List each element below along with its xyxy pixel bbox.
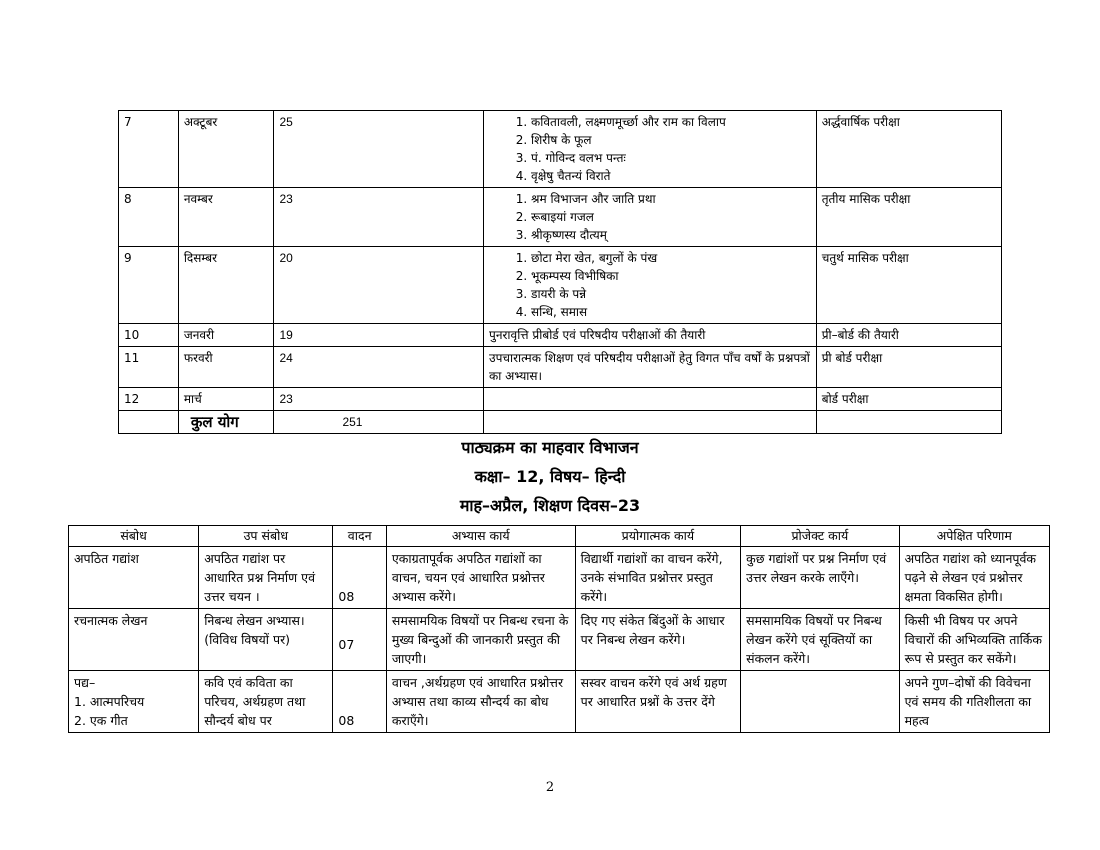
- table-row: [119, 247, 1002, 324]
- serial-number: 12: [119, 388, 179, 411]
- exam: प्री बोर्ड परीक्षा: [816, 347, 1001, 388]
- table-row: [69, 547, 1050, 609]
- serial-number: 9: [119, 247, 179, 324]
- list-item: 1. आत्मपरिचय: [74, 694, 145, 709]
- exam: अर्द्धवार्षिक परीक्षा: [816, 111, 1001, 188]
- exam: तृतीय मासिक परीक्षा: [816, 188, 1001, 247]
- list-item: 2. एक गीत: [74, 713, 128, 728]
- total-row: [119, 411, 1002, 434]
- table-row: [119, 347, 1002, 388]
- serial-number: 10: [119, 324, 179, 347]
- table-row: [69, 609, 1050, 671]
- exam: प्री–बोर्ड की तैयारी: [816, 324, 1001, 347]
- teaching-days: 25: [274, 111, 484, 188]
- total-label: कुल योग: [178, 411, 274, 434]
- list-item: 4. सन्धि, समास: [531, 303, 811, 321]
- list-item: 2. शिरीष के फूल: [531, 131, 811, 149]
- table-row: [69, 671, 1050, 733]
- teaching-days: 19: [274, 324, 484, 347]
- topic: अपठित गद्यांश: [69, 547, 199, 609]
- column-header-experimental: प्रयोगात्मक कार्य: [575, 526, 741, 547]
- teaching-days: 23: [274, 388, 484, 411]
- exam: बोर्ड परीक्षा: [816, 388, 1001, 411]
- table-row: [119, 111, 1002, 188]
- project-work: कुछ गद्यांशों पर प्रश्न निर्माण एवं उत्तर लेखन करके लाएँगे।: [741, 547, 899, 609]
- syllabus-list: [489, 113, 811, 185]
- class-subject-heading: कक्षा– 12, विषय– हिन्दी: [474, 467, 626, 486]
- periods: 08: [333, 671, 386, 733]
- list-item: 1. श्रम विभाजन और जाति प्रथा: [531, 190, 811, 208]
- list-item: 3. पं. गोविन्द वलभ पन्तः: [531, 149, 811, 167]
- month: अक्टूबर: [178, 111, 274, 188]
- empty-cell: [119, 411, 179, 434]
- table-row: [119, 388, 1002, 411]
- topic: रचनात्मक लेखन: [69, 609, 199, 671]
- serial-number: 7: [119, 111, 179, 188]
- month-days-heading: माह–अप्रैल, शिक्षण दिवस–23: [459, 496, 641, 515]
- table-row: [119, 188, 1002, 247]
- syllabus-list: [489, 190, 811, 244]
- expected-outcome: किसी भी विषय पर अपने विचारों की अभिव्यक्ति तार्किक रूप से प्रस्तुत कर सकेंगे।: [899, 609, 1049, 671]
- serial-number: 11: [119, 347, 179, 388]
- subtopic: अपठित गद्यांश पर आधारित प्रश्न निर्माण एवं उत्तर चयन ।: [199, 547, 333, 609]
- syllabus-content: [484, 247, 817, 324]
- list-item: 4. वृक्षेषु चैतन्यं विराते: [531, 167, 811, 185]
- subtopic: कवि एवं कविता का परिचय, अर्थग्रहण तथा सौन्दर्य बोध पर: [199, 671, 333, 733]
- syllabus-content: [484, 111, 817, 188]
- empty-cell: [816, 411, 1001, 434]
- experimental-work: सस्वर वाचन करेंगे एवं अर्थ ग्रहण पर आधारित प्रश्नों के उत्तर देंगे: [575, 671, 741, 733]
- column-header-subtopic: उप संबोध: [199, 526, 333, 547]
- topic: [69, 671, 199, 733]
- page-number: 2: [545, 780, 555, 795]
- syllabus-content: [484, 188, 817, 247]
- experimental-work: विद्यार्थी गद्यांशों का वाचन करेंगे, उनके संभावित प्रश्नोत्तर प्रस्तुत करेंगे।: [575, 547, 741, 609]
- syllabus-list: [489, 249, 811, 321]
- column-header-project: प्रोजेक्ट कार्य: [741, 526, 899, 547]
- list-item: 1. कवितावली, लक्ष्मणमूर्च्छा और राम का विलाप: [531, 113, 811, 131]
- list-item: 1. छोटा मेरा खेत, बगुलों के पंख: [531, 249, 811, 267]
- total-value: 251: [274, 411, 484, 434]
- month: फरवरी: [178, 347, 274, 388]
- month: दिसम्बर: [178, 247, 274, 324]
- exam: चतुर्थ मासिक परीक्षा: [816, 247, 1001, 324]
- header-row: [69, 526, 1050, 547]
- teaching-days: 23: [274, 188, 484, 247]
- syllabus-detail-table: [68, 525, 1050, 733]
- periods: 08: [333, 547, 386, 609]
- serial-number: 8: [119, 188, 179, 247]
- topic-title: पद्य–: [74, 675, 96, 690]
- column-header-periods: वादन: [333, 526, 386, 547]
- periods: 07: [333, 609, 386, 671]
- list-item: 2. रूबाइयां गजल: [531, 208, 811, 226]
- teaching-days: 20: [274, 247, 484, 324]
- section-title: पाठ्यक्रम का माहवार विभाजन: [461, 438, 639, 457]
- table-row: [119, 324, 1002, 347]
- project-work: [741, 671, 899, 733]
- syllabus-content: उपचारात्मक शिक्षण एवं परिषदीय परीक्षाओं हेतु विगत पाँच वर्षों के प्रश्नपत्रों का अभ्यास।: [484, 347, 817, 388]
- empty-cell: [484, 411, 817, 434]
- column-header-practice: अभ्यास कार्य: [386, 526, 575, 547]
- practice-work: एकाग्रतापूर्वक अपठित गद्यांशों का वाचन, चयन एवं आधारित प्रश्नोत्तर अभ्यास करेंगे।: [386, 547, 575, 609]
- project-work: समसामयिक विषयों पर निबन्ध लेखन करेंगे एवं सूक्तियों का संकलन करेंगे।: [741, 609, 899, 671]
- syllabus-content: पुनरावृत्ति प्रीबोर्ड एवं परिषदीय परीक्षाओं की तैयारी: [484, 324, 817, 347]
- month: जनवरी: [178, 324, 274, 347]
- experimental-work: दिए गए संकेत बिंदुओं के आधार पर निबन्ध लेखन करेंगे।: [575, 609, 741, 671]
- list-item: 2. भूकम्पस्य विभीषिका: [531, 267, 811, 285]
- month: नवम्बर: [178, 188, 274, 247]
- practice-work: समसामयिक विषयों पर निबन्ध रचना के मुख्य बिन्दुओं की जानकारी प्रस्तुत की जाएगी।: [386, 609, 575, 671]
- subtopic: निबन्ध लेखन अभ्यास। (विविध विषयों पर): [199, 609, 333, 671]
- column-header-outcome: अपेक्षित परिणाम: [899, 526, 1049, 547]
- expected-outcome: अपने गुण–दोषों की विवेचना एवं समय की गतिशीलता का महत्व: [899, 671, 1049, 733]
- month: मार्च: [178, 388, 274, 411]
- expected-outcome: अपठित गद्यांश को ध्यानपूर्वक पढ़ने से लेखन एवं प्रश्नोत्तर क्षमता विकसित होगी।: [899, 547, 1049, 609]
- list-item: 3. श्रीकृष्णस्य दौत्यम्: [531, 226, 811, 244]
- list-item: 3. डायरी के पन्ने: [531, 285, 811, 303]
- monthly-schedule-table: [118, 110, 1002, 434]
- column-header-topic: संबोध: [69, 526, 199, 547]
- syllabus-content: [484, 388, 817, 411]
- practice-work: वाचन ,अर्थग्रहण एवं आधारित प्रश्नोत्तर अभ्यास तथा काव्य सौन्दर्य का बोध कराएँगे।: [386, 671, 575, 733]
- teaching-days: 24: [274, 347, 484, 388]
